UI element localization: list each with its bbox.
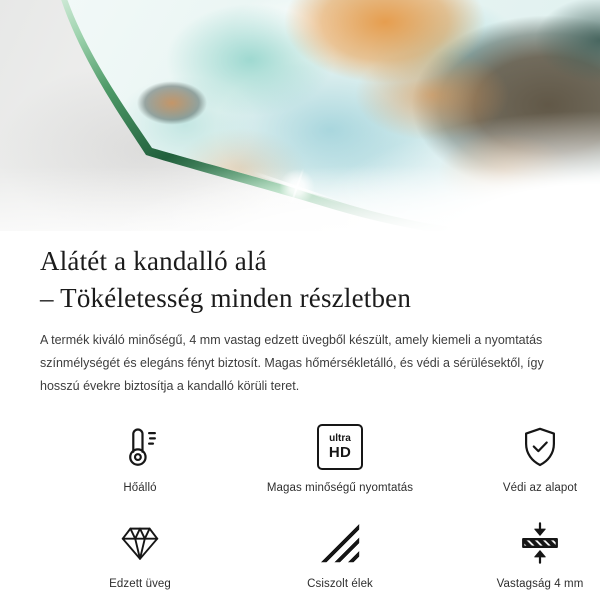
feature-protects-base <box>440 424 600 494</box>
product-description: A termék kiváló minőségű, 4 mm vastag edzett üvegből készült, amely kiemeli a nyomtatás színmélységét és elegáns fényt biztosít. Magas hőmérsékletálló, és védi a sérülésektől, így hosszú évekre biztosítja a kandalló körüli teret. <box>40 333 544 393</box>
hero-image <box>0 0 600 231</box>
feature-label: Csiszolt élek <box>307 578 373 590</box>
shield-check-icon <box>517 424 563 470</box>
feature-label: Hőálló <box>123 482 157 494</box>
feature-print-quality <box>240 424 440 494</box>
ultra-hd-icon: ultra HD <box>317 424 363 470</box>
polished-edges-icon <box>320 520 360 566</box>
feature-label: Magas minőségű nyomtatás <box>266 482 414 494</box>
feature-label: Vastagság 4 mm <box>496 578 584 590</box>
feature-grid <box>40 424 584 590</box>
feature-heat-resistant <box>40 424 240 494</box>
feature-polished-edges <box>240 520 440 590</box>
feature-label: Védi az alapot <box>502 482 578 494</box>
thickness-icon <box>517 520 563 566</box>
page-title-line2: – Tökéletesség minden részletben <box>40 283 412 313</box>
feature-label: Edzett üveg <box>109 578 171 590</box>
feature-tempered-glass <box>40 520 240 590</box>
page-title <box>40 243 560 317</box>
thermometer-icon <box>117 424 163 470</box>
page-title-line1: Alátét a kandalló alá <box>40 246 267 276</box>
diamond-icon <box>117 520 163 566</box>
feature-thickness <box>440 520 600 590</box>
